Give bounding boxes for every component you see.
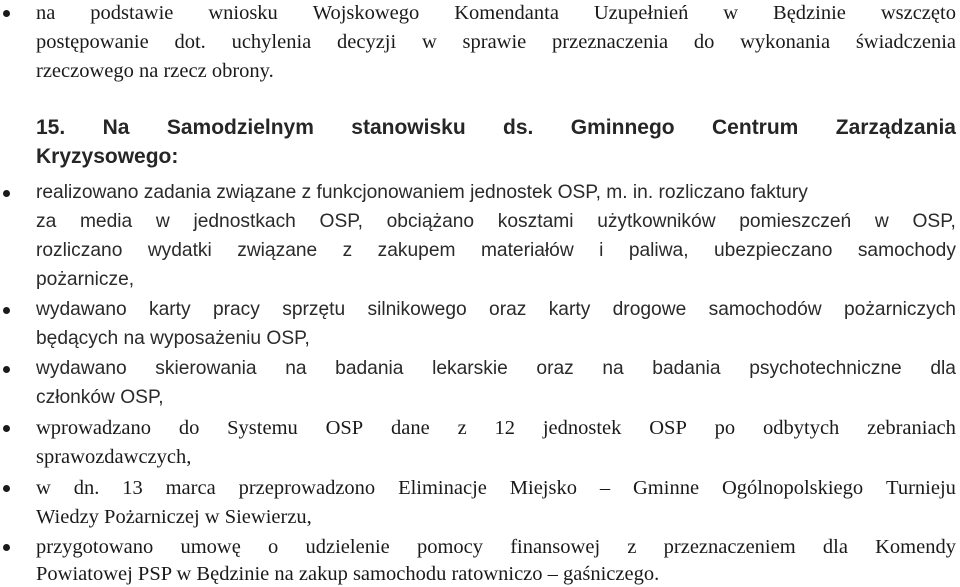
word: i [599,240,604,261]
word: karty [149,299,191,320]
word: Centrum [712,116,799,139]
word: Komendanta [454,2,559,24]
text-line [36,0,956,26]
word: zebraniach [867,417,956,439]
word: odbytych [763,417,840,439]
word: karty [548,299,591,320]
word: OSP, [319,211,363,232]
word: przygotowano [36,536,154,558]
word: wydatki [147,240,212,261]
word: kosztami [497,211,574,232]
word: pracy [212,299,260,320]
word: z [457,417,467,439]
word: za [36,211,57,232]
word: przeznaczenia [552,31,669,53]
word: postępowanie [36,31,149,53]
word: materiałów [480,240,574,261]
word: wykonania [740,31,831,53]
text-line [36,297,956,323]
text-line: realizowano zadania związane z funkcjonowaniem jednostek OSP, m. in. rozliczano faktury [36,182,808,203]
word: o [268,536,279,558]
word: OSP [325,417,364,439]
word: badania [335,358,404,379]
word: związane [237,240,318,261]
word: rozliczano [36,240,123,261]
word: Miejsko [509,477,577,499]
word: decyzji [337,31,397,53]
text-line: sprawozdawczych, [36,446,192,468]
text-line: będących na wyposażeniu OSP, [36,328,310,349]
word: dane [391,417,430,439]
word: Komendy [875,536,956,558]
word: 15. [36,116,66,139]
word: media [79,211,133,232]
text-line [36,534,956,560]
word: dn. [73,477,100,499]
word: 12 [494,417,515,439]
word: Gminne [633,477,700,499]
word: samochody [857,240,956,261]
word: OSP, [912,211,956,232]
text-line [36,209,956,235]
word: pomocy [416,536,483,558]
word: zakupem [377,240,456,261]
word: samochodów [708,299,822,320]
word: pożarniczych [844,299,956,320]
word: Będzinie [773,2,846,24]
word: świadczenia [855,31,956,53]
word: po [714,417,736,439]
word: na [36,2,56,24]
text-line [36,356,956,382]
word: jednostkach [193,211,296,232]
word: oraz [536,358,574,379]
word: w [155,211,170,232]
word: na [285,358,307,379]
word: wprowadzano [36,417,151,439]
text-line [36,415,956,441]
word: z [627,536,637,558]
word: pomieszczeń [739,211,852,232]
word: marca [165,477,216,499]
word: OSP [649,417,687,439]
bullet-icon [3,307,10,314]
word: Na [102,116,130,139]
word: silnikowego [367,299,467,320]
bullet-icon [3,485,10,492]
word: jednostek [542,417,622,439]
word: do [693,31,715,53]
word: paliwa, [628,240,689,261]
section-heading [36,114,956,142]
word: finansowej [510,536,601,558]
word: obciążano [386,211,475,232]
word: Systemu [227,417,298,439]
word: stanowisku [351,116,466,139]
text-line [36,29,956,55]
word: 13 [122,477,143,499]
word: Eliminacje [398,477,487,499]
bullet-icon [3,544,10,551]
text-line: Wiedzy Pożarniczej w Siewierzu, [36,506,312,528]
word: Uzupełnień [593,2,689,24]
word: uchylenia [231,31,312,53]
word: w [421,31,437,53]
word: psychotechniczne [749,358,902,379]
word: w [36,477,51,499]
word: udzielenie [305,536,390,558]
text-line: rzeczowego na rzecz obrony. [36,60,274,82]
word: podstawie [90,2,174,24]
word: w [723,2,739,24]
word: na [602,358,624,379]
text-line [36,238,956,264]
word: Zarządzania [835,116,956,139]
word: przeprowadzono [238,477,376,499]
text-line: pożarnicze, [36,269,135,290]
word: sprzętu [282,299,346,320]
word: dla [822,536,848,558]
word: badania [652,358,721,379]
word: wydawano [36,299,127,320]
word: oraz [489,299,527,320]
word: Samodzielnym [166,116,314,139]
word: umowę [180,536,241,558]
word: Wojskowego [312,2,420,24]
text-line [36,475,956,501]
word: w [874,211,889,232]
word: z [342,240,353,261]
word: wniosku [208,2,278,24]
word: Gminnego [570,116,675,139]
bullet-icon [3,10,10,17]
bullet-icon [3,366,10,373]
word: drogowe [612,299,687,320]
bullet-icon [3,190,10,197]
word: ds. [503,116,534,139]
word: do [178,417,200,439]
word: wydawano [36,358,127,379]
word: lekarskie [432,358,508,379]
bullet-icon [3,425,10,432]
text-line: Powiatowej PSP w Będzinie na zakup samochodu ratowniczo – gaśniczego. [36,563,660,585]
word: wszczęto [880,2,956,24]
word: – [599,477,611,499]
word: użytkowników [597,211,716,232]
word: skierowania [155,358,257,379]
word: Turnieju [886,477,956,499]
word: Ogólnopolskiego [721,477,864,499]
word: dot. [174,31,206,53]
word: ubezpieczano [713,240,833,261]
word: dla [930,358,956,379]
word: przeznaczeniem [663,536,796,558]
word: sprawie [462,31,527,53]
section-heading: Kryzysowego: [36,145,179,168]
text-line: członków OSP, [36,387,164,408]
